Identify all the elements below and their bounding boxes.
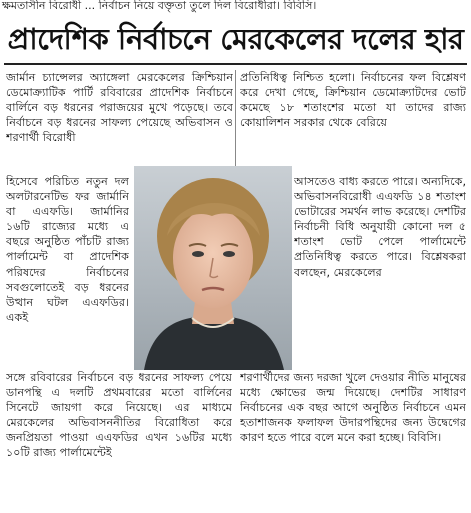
article-right-bottom <box>240 370 466 510</box>
portrait-illustration <box>134 166 292 370</box>
portrait-photo <box>134 166 292 370</box>
article-left-bottom <box>6 370 232 510</box>
headline: প্রাদেশিক নির্বাচনে মেরকেলের দলের হার <box>7 22 464 56</box>
article-right-mid <box>294 174 466 370</box>
article-right-top <box>240 70 466 174</box>
article-left-top <box>6 70 233 174</box>
article-paragraph: সঙ্গে রবিবারের নির্বাচনে বড় ধরনের সাফল্য পেয়ে ডানপন্থি এ দলটি প্রথমবারের মতো বার্লিনের সিনেটে জায়গা করে নিয়েছে। এর মাধ্যমে মেরকেলের অভিবাসননীতির বিরোধিতা করে জনপ্রিয়তা পাওয়া এএফডির এখন ১৬টির মধ্যে ১০টি রাজ্য পার্লামেন্টেই <box>6 371 232 460</box>
top-strip-text: ক্ষমতাসীন বিরোধী ... নির্বাচন নিয়ে বক্তৃতা তুলে দিল বিরোধীরা। বিবিসি। <box>2 0 317 12</box>
article-paragraph: জার্মান চ্যান্সেলর অ্যাঙ্গেলা মেরকেলের ক্রিশ্চিয়ান ডেমোক্র্যাটিক পার্টি রবিবারের প্রাদেশিক নির্বাচনে বার্লিনে বড় ধরনের পরাজয়ের মুখে পড়েছে। তবে নির্বাচনে বড় ধরনের সাফল্য পেয়েছে অভিবাসন ও শরণার্থী বিরোধী <box>6 71 233 145</box>
article-paragraph: প্রতিনিধিত্ব নিশ্চিত হলো। নির্বাচনের ফল বিশ্লেষণ করে দেখা গেছে, ক্রিশ্চিয়ান ডেমোক্র্যাটদের ভোট কমেছে ১৮ শতাংশের মতো যা তাদের রাজ্য কোয়ালিশন সরকার থেকে বেরিয়ে <box>240 71 466 130</box>
article-paragraph: আসতেও বাধ্য করতে পারে। অন্যদিকে, অভিবাসনবিরোধী এএফডি ১৪ শতাংশ ভোটারের সমর্থন লাভ করেছে। দেশটির নির্বাচনী বিধি অনুযায়ী কোনো দল ৫ শতাংশ ভোট পেলে পার্লামেন্টে প্রতিনিধিত্ব করতে পারে। বিশ্লেষকরা বলছেন, মেরকেলের <box>294 175 466 279</box>
article-left-mid <box>6 174 129 370</box>
headline-rule <box>4 63 467 65</box>
column-divider <box>235 70 236 166</box>
article-paragraph: হিসেবে পরিচিত নতুন দল অলটারনেটিভ ফর জার্মানি বা এএফডি। জার্মানির ১৬টি রাজ্যের মধ্যে এ বছরে অনুষ্ঠিত পাঁচটি রাজ্য পার্লামেন্ট বা প্রাদেশিক পরিষদের নির্বাচনের সবগুলোতেই বড় ধরনের উত্থান ঘটল এএফডির। একই <box>6 175 129 324</box>
article-paragraph: শরণার্থীদের জন্য দরজা খুলে দেওয়ার নীতি মানুষের মধ্যে ক্ষোভের জন্ম দিয়েছে। দেশটির সাধারণ নির্বাচনের এক বছর আগে অনুষ্ঠিত নির্বাচনে এমন হতাশাজনক ফলাফল উদারপন্থিদের জন্য উদ্বেগের কারণ হতে পারে বলে মনে করা হচ্ছে। বিবিসি। <box>240 371 466 445</box>
